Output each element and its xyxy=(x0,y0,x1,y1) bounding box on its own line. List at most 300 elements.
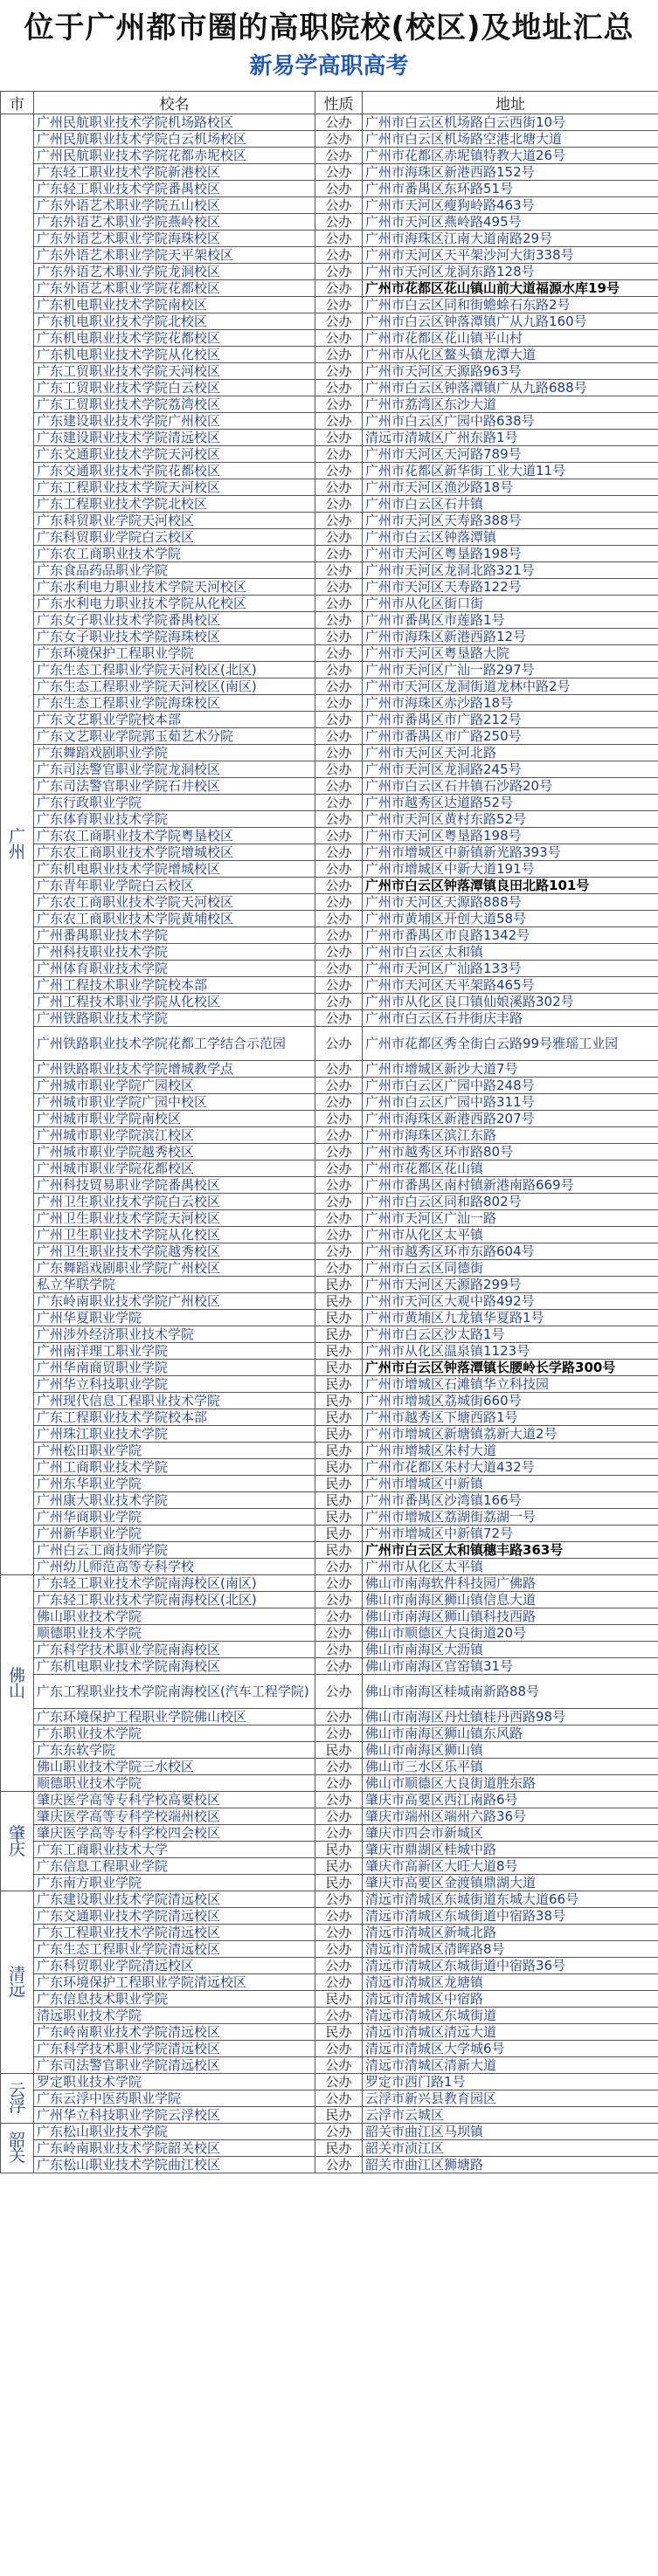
school-name-cell: 广州城市职业学院南校区 xyxy=(34,1111,315,1127)
table-row xyxy=(1,2074,658,2090)
school-address-cell: 广州市番禺区市广路250号 xyxy=(363,728,658,745)
school-address-cell: 广州市番禺区市莲路1号 xyxy=(363,612,658,629)
school-address-cell: 广州市白云区石井镇石沙路20号 xyxy=(363,778,658,795)
table-row xyxy=(1,811,658,828)
school-address-cell: 肇庆市端州区端州六路36号 xyxy=(363,1808,658,1825)
table-row xyxy=(1,1243,658,1260)
school-address-cell: 清远市清城区东城街道 xyxy=(363,2008,658,2024)
school-name-cell: 广州康大职业技术学院 xyxy=(34,1492,315,1509)
school-address-cell: 广州市从化区太平镇 xyxy=(363,1227,658,1243)
table-row xyxy=(1,114,658,131)
school-address-cell: 广州市番禺区市良路1342号 xyxy=(363,927,658,944)
school-type-cell: 公办 xyxy=(315,1260,363,1277)
school-type-cell: 公办 xyxy=(315,1575,363,1592)
table-row xyxy=(1,2008,658,2024)
school-type-cell: 公办 xyxy=(315,1094,363,1111)
table-row xyxy=(1,795,658,811)
school-type-cell: 公办 xyxy=(315,1925,363,1941)
table-row xyxy=(1,1094,658,1111)
school-name-cell: 广州现代信息工程职业技术学院 xyxy=(34,1393,315,1409)
school-type-cell: 民办 xyxy=(315,1492,363,1509)
school-type-cell: 公办 xyxy=(315,496,363,513)
school-name-cell: 广东松山职业技术学院曲江校区 xyxy=(34,2157,315,2173)
school-type-cell: 公办 xyxy=(315,1608,363,1625)
column-header-city: 市 xyxy=(1,92,34,114)
table-row xyxy=(1,1559,658,1575)
school-address-cell: 广州市白云区沙太路1号 xyxy=(363,1326,658,1343)
school-address-cell: 广州市白云区广园中路638号 xyxy=(363,413,658,430)
school-name-cell: 广州城市职业学院广园中校区 xyxy=(34,1094,315,1111)
school-name-cell: 广州工程技术职业学院从化校区 xyxy=(34,994,315,1010)
school-type-cell: 公办 xyxy=(315,1010,363,1027)
school-name-cell: 广东机电职业技术学院北校区 xyxy=(34,313,315,330)
school-address-cell: 清远市清城区大学城6号 xyxy=(363,2041,658,2057)
school-type-cell: 民办 xyxy=(315,2107,363,2124)
school-name-cell: 广东南方职业学院 xyxy=(34,1875,315,1891)
table-row xyxy=(1,894,658,911)
table-row xyxy=(1,264,658,280)
school-type-cell: 公办 xyxy=(315,1127,363,1144)
school-type-cell: 公办 xyxy=(315,1709,363,1725)
school-type-cell: 公办 xyxy=(315,330,363,347)
school-name-cell: 广东外语艺术职业学院天平架校区 xyxy=(34,247,315,264)
school-type-cell: 公办 xyxy=(315,761,363,778)
school-name-cell: 广东交通职业技术学院天河校区 xyxy=(34,446,315,463)
school-name-cell: 广东工贸职业技术学院天河校区 xyxy=(34,363,315,380)
school-name-cell: 广东行政职业学院 xyxy=(34,795,315,811)
city-cell: 肇庆 xyxy=(1,1792,34,1891)
school-address-cell: 广州市增城区中新镇72号 xyxy=(363,1526,658,1542)
school-type-cell: 民办 xyxy=(315,1426,363,1443)
city-cell: 广州 xyxy=(1,114,34,1575)
school-type-cell: 公办 xyxy=(315,148,363,164)
school-name-cell: 广东工程职业技术学院校本部 xyxy=(34,1409,315,1426)
school-address-cell: 清远市清城区清远大道 xyxy=(363,2024,658,2041)
school-name-cell: 广东农工商职业技术学院增城校区 xyxy=(34,844,315,861)
school-address-cell: 广州市花都区花山镇平山村 xyxy=(363,330,658,347)
school-type-cell: 民办 xyxy=(315,1376,363,1393)
school-name-cell: 广州工商职业技术学院 xyxy=(34,1459,315,1476)
school-type-cell: 民办 xyxy=(315,1293,363,1310)
table-row xyxy=(1,712,658,728)
school-name-cell: 广东外语艺术职业学院海珠校区 xyxy=(34,231,315,247)
table-row xyxy=(1,164,658,181)
school-name-cell: 广州科技职业技术学院 xyxy=(34,944,315,961)
school-type-cell: 民办 xyxy=(315,1875,363,1891)
school-address-cell: 广州市天河区粤垦路198号 xyxy=(363,546,658,562)
school-address-cell: 广州市海珠区赤沙路18号 xyxy=(363,695,658,712)
school-name-cell: 广州民航职业技术学院机场路校区 xyxy=(34,114,315,131)
school-name-cell: 广东工程职业技术学院北校区 xyxy=(34,496,315,513)
table-row xyxy=(1,1792,658,1808)
school-address-cell: 韶关市曲江区马坝镇 xyxy=(363,2124,658,2140)
table-row xyxy=(1,131,658,148)
school-type-cell: 民办 xyxy=(315,1509,363,1526)
school-address-cell: 广州市天河区天寿路122号 xyxy=(363,579,658,596)
school-type-cell: 民办 xyxy=(315,1310,363,1326)
table-row xyxy=(1,761,658,778)
school-type-cell: 民办 xyxy=(315,1393,363,1409)
table-row xyxy=(1,1742,658,1759)
school-name-cell: 广州白云工商技师学院 xyxy=(34,1542,315,1559)
school-type-cell: 公办 xyxy=(315,612,363,629)
school-type-cell: 公办 xyxy=(315,629,363,645)
school-address-cell: 广州市黄埔区九龙镇华夏路1号 xyxy=(363,1310,658,1326)
table-row xyxy=(1,1326,658,1343)
school-address-cell: 广州市增城区新塘镇荔新大道2号 xyxy=(363,1426,658,1443)
city-cell: 云浮 xyxy=(1,2074,34,2124)
table-row xyxy=(1,1376,658,1393)
school-name-cell: 广东农工商职业技术学院 xyxy=(34,546,315,562)
school-address-cell: 广州市黄埔区开创大道58号 xyxy=(363,911,658,927)
school-address-cell: 佛山市南海区狮山镇科技西路 xyxy=(363,1608,658,1625)
school-address-cell: 广州市白云区广园中路311号 xyxy=(363,1094,658,1111)
school-name-cell: 广州番禺职业技术学院 xyxy=(34,927,315,944)
school-name-cell: 广东环境保护工程职业学院佛山校区 xyxy=(34,1709,315,1725)
school-address-cell: 广州市天河区天源路299号 xyxy=(363,1277,658,1293)
school-name-cell: 广州铁路职业技术学院增城教学点 xyxy=(34,1061,315,1078)
table-row xyxy=(1,214,658,231)
table-row xyxy=(1,2140,658,2157)
school-address-cell: 肇庆市四会市新城区 xyxy=(363,1825,658,1842)
table-row xyxy=(1,1675,658,1709)
school-type-cell: 公办 xyxy=(315,645,363,662)
school-name-cell: 广东建设职业技术学院广州校区 xyxy=(34,413,315,430)
column-header-name: 校名 xyxy=(34,92,315,114)
school-address-cell: 广州市增城区朱村大道 xyxy=(363,1443,658,1459)
school-address-cell: 广州市白云区太和镇穗丰路363号 xyxy=(363,1542,658,1559)
school-type-cell: 公办 xyxy=(315,1194,363,1210)
school-type-cell: 民办 xyxy=(315,1326,363,1343)
school-address-cell: 罗定市西门路1号 xyxy=(363,2074,658,2090)
school-name-cell: 广东科贸职业学院清远校区 xyxy=(34,1958,315,1974)
school-name-cell: 广东机电职业技术学院南校区 xyxy=(34,297,315,313)
school-address-cell: 广州市越秀区下塘西路1号 xyxy=(363,1409,658,1426)
school-type-cell: 公办 xyxy=(315,214,363,231)
school-name-cell: 广东农工商职业技术学院黄埔校区 xyxy=(34,911,315,927)
school-address-cell: 广州市天河区天寿路388号 xyxy=(363,513,658,529)
school-type-cell: 公办 xyxy=(315,562,363,579)
table-row xyxy=(1,1227,658,1243)
table-row xyxy=(1,1509,658,1526)
school-address-cell: 广州市白云区同德街 xyxy=(363,1260,658,1277)
school-address-cell: 广州市花都区新华街工业大道11号 xyxy=(363,463,658,479)
school-type-cell: 公办 xyxy=(315,1061,363,1078)
table-row xyxy=(1,1360,658,1376)
school-type-cell: 公办 xyxy=(315,745,363,761)
table-row xyxy=(1,1293,658,1310)
school-address-cell: 广州市番禺区市广路212号 xyxy=(363,712,658,728)
school-name-cell: 广东外语艺术职业学院燕岭校区 xyxy=(34,214,315,231)
school-address-cell: 广州市花都区朱村大道432号 xyxy=(363,1459,658,1476)
school-address-cell: 佛山市南海区狮山镇 xyxy=(363,1742,658,1759)
school-address-cell: 广州市天河区天平架沙河大街338号 xyxy=(363,247,658,264)
school-name-cell: 肇庆医学高等专科学校高要校区 xyxy=(34,1792,315,1808)
school-address-cell: 广州市天河区天河路789号 xyxy=(363,446,658,463)
table-row xyxy=(1,1875,658,1891)
table-row xyxy=(1,347,658,363)
table-row xyxy=(1,1759,658,1775)
school-name-cell: 广东文艺职业学院校本部 xyxy=(34,712,315,728)
school-name-cell: 广州华夏职业学院 xyxy=(34,1310,315,1326)
school-name-cell: 广东外语艺术职业学院五山校区 xyxy=(34,197,315,214)
school-address-cell: 广州市从化区良口镇仙娘溪路302号 xyxy=(363,994,658,1010)
school-type-cell: 公办 xyxy=(315,1111,363,1127)
table-row xyxy=(1,380,658,396)
school-type-cell: 公办 xyxy=(315,1625,363,1642)
school-type-cell: 公办 xyxy=(315,1958,363,1974)
school-address-cell: 广州市天河区天源路888号 xyxy=(363,894,658,911)
school-name-cell: 广东科学技术职业学院南海校区 xyxy=(34,1642,315,1658)
school-address-cell: 广州市花都区花山镇 xyxy=(363,1161,658,1177)
schools-table xyxy=(0,91,658,2173)
school-name-cell: 广东机电职业技术学院花都校区 xyxy=(34,330,315,347)
table-row xyxy=(1,313,658,330)
school-name-cell: 广东生态工程职业学院清远校区 xyxy=(34,1941,315,1958)
school-name-cell: 广州南洋理工职业学院 xyxy=(34,1343,315,1360)
school-name-cell: 广东女子职业技术学院海珠校区 xyxy=(34,629,315,645)
school-address-cell: 广州市天河区广汕一路 xyxy=(363,1210,658,1227)
school-type-cell: 公办 xyxy=(315,1210,363,1227)
school-address-cell: 广州市白云区同和街蟾蜍石东路2号 xyxy=(363,297,658,313)
school-name-cell: 广东农工商职业技术学院粤垦校区 xyxy=(34,828,315,844)
school-address-cell: 广州市越秀区达道路52号 xyxy=(363,795,658,811)
school-name-cell: 广东女子职业技术学院番禺校区 xyxy=(34,612,315,629)
table-row xyxy=(1,330,658,347)
table-row xyxy=(1,2024,658,2041)
table-row xyxy=(1,1658,658,1675)
table-row xyxy=(1,197,658,214)
school-name-cell: 广州华立科技职业学院云浮校区 xyxy=(34,2107,315,2124)
school-type-cell: 公办 xyxy=(315,513,363,529)
school-address-cell: 佛山市南海区狮山镇信息大道 xyxy=(363,1592,658,1608)
table-row xyxy=(1,911,658,927)
table-row xyxy=(1,562,658,579)
table-row xyxy=(1,529,658,546)
table-row xyxy=(1,1526,658,1542)
school-address-cell: 广州市花都区花山镇山前大道福源水库19号 xyxy=(363,280,658,297)
school-name-cell: 广东工程职业技术学院天河校区 xyxy=(34,479,315,496)
table-row xyxy=(1,1974,658,1991)
table-row xyxy=(1,1061,658,1078)
school-type-cell: 公办 xyxy=(315,579,363,596)
school-address-cell: 广州市白云区钟落潭镇广从九路688号 xyxy=(363,380,658,396)
table-row xyxy=(1,1925,658,1941)
school-address-cell: 佛山市南海区大沥镇 xyxy=(363,1642,658,1658)
school-type-cell: 公办 xyxy=(315,479,363,496)
school-address-cell: 广州市白云区钟落潭镇长腰岭长学路300号 xyxy=(363,1360,658,1376)
table-row xyxy=(1,1542,658,1559)
table-row xyxy=(1,1908,658,1925)
school-name-cell: 广东生态工程职业学院海珠校区 xyxy=(34,695,315,712)
school-type-cell: 公办 xyxy=(315,546,363,562)
school-address-cell: 广州市天河区龙洞北路321号 xyxy=(363,562,658,579)
school-name-cell: 广州城市职业学院花都校区 xyxy=(34,1161,315,1177)
school-address-cell: 广州市增城区新沙大道7号 xyxy=(363,1061,658,1078)
school-type-cell: 公办 xyxy=(315,927,363,944)
table-header xyxy=(1,92,658,114)
table-row xyxy=(1,1310,658,1326)
school-name-cell: 顺德职业技术学院 xyxy=(34,1625,315,1642)
school-name-cell: 广东轻工职业技术学院新港校区 xyxy=(34,164,315,181)
school-address-cell: 佛山市顺德区大良街道20号 xyxy=(363,1625,658,1642)
table-row xyxy=(1,1492,658,1509)
school-name-cell: 广东职业技术学院 xyxy=(34,1725,315,1742)
table-row xyxy=(1,181,658,197)
table-row xyxy=(1,1825,658,1842)
school-address-cell: 广州市番禺区南村镇新港南路669号 xyxy=(363,1177,658,1194)
table-row xyxy=(1,1775,658,1792)
table-row xyxy=(1,1725,658,1742)
school-name-cell: 广州工程技术职业学院校本部 xyxy=(34,977,315,994)
school-address-cell: 广州市白云区钟落潭镇良田北路101号 xyxy=(363,878,658,894)
school-type-cell: 民办 xyxy=(315,2140,363,2157)
school-type-cell: 民办 xyxy=(315,1858,363,1875)
school-type-cell: 公办 xyxy=(315,1941,363,1958)
school-address-cell: 广州市白云区石井镇 xyxy=(363,496,658,513)
table-row xyxy=(1,1608,658,1625)
school-address-cell: 广州市海珠区江南大道南路29号 xyxy=(363,231,658,247)
table-row xyxy=(1,396,658,413)
table-row xyxy=(1,496,658,513)
school-name-cell: 肇庆医学高等专科学校端州校区 xyxy=(34,1808,315,1825)
school-address-cell: 云浮市云城区 xyxy=(363,2107,658,2124)
table-row xyxy=(1,2124,658,2140)
school-address-cell: 广州市天河区龙洞东路128号 xyxy=(363,264,658,280)
school-address-cell: 佛山市南海区狮山镇东风路 xyxy=(363,1725,658,1742)
school-name-cell: 广东科贸职业学院天河校区 xyxy=(34,513,315,529)
table-row xyxy=(1,1078,658,1094)
school-type-cell: 公办 xyxy=(315,114,363,131)
school-address-cell: 广州市白云区机场路白云西街10号 xyxy=(363,114,658,131)
school-name-cell: 私立华联学院 xyxy=(34,1277,315,1293)
school-name-cell: 广州民航职业技术学院白云机场校区 xyxy=(34,131,315,148)
table-row xyxy=(1,1027,658,1061)
table-row xyxy=(1,1592,658,1608)
school-name-cell: 佛山职业技术学院 xyxy=(34,1608,315,1625)
school-name-cell: 广东环境保护工程职业学院 xyxy=(34,645,315,662)
school-name-cell: 广东水利电力职业技术学院天河校区 xyxy=(34,579,315,596)
school-address-cell: 清远市清城区中宿路 xyxy=(363,1991,658,2008)
school-name-cell: 广州东华职业学院 xyxy=(34,1476,315,1492)
school-name-cell: 广州民航职业技术学院花都赤坭校区 xyxy=(34,148,315,164)
school-address-cell: 佛山市南海区桂城南新路88号 xyxy=(363,1675,658,1709)
school-type-cell: 公办 xyxy=(315,313,363,330)
table-row xyxy=(1,2090,658,2107)
table-row xyxy=(1,878,658,894)
school-type-cell: 公办 xyxy=(315,1027,363,1061)
school-type-cell: 公办 xyxy=(315,363,363,380)
school-address-cell: 广州市增城区荔城街660号 xyxy=(363,1393,658,1409)
school-name-cell: 广东工程职业技术学院清远校区 xyxy=(34,1925,315,1941)
school-type-cell: 民办 xyxy=(315,1443,363,1459)
school-address-cell: 广州市越秀区环市东路604号 xyxy=(363,1243,658,1260)
table-row xyxy=(1,546,658,562)
school-address-cell: 广州市天河区龙洞街道龙林中路2号 xyxy=(363,678,658,695)
school-type-cell: 公办 xyxy=(315,1078,363,1094)
school-name-cell: 广州城市职业学院滨江校区 xyxy=(34,1127,315,1144)
school-name-cell: 广州科技贸易职业学院番禺校区 xyxy=(34,1177,315,1194)
school-address-cell: 广州市增城区中新大道191号 xyxy=(363,861,658,878)
school-type-cell: 民办 xyxy=(315,2024,363,2041)
school-type-cell: 公办 xyxy=(315,878,363,894)
table-row xyxy=(1,1642,658,1658)
school-type-cell: 公办 xyxy=(315,695,363,712)
school-name-cell: 广州卫生职业技术学院天河校区 xyxy=(34,1210,315,1227)
school-name-cell: 广东松山职业技术学院 xyxy=(34,2124,315,2140)
school-address-cell: 广州市天河区粤垦路198号 xyxy=(363,828,658,844)
table-row xyxy=(1,280,658,297)
school-type-cell: 公办 xyxy=(315,2041,363,2057)
school-type-cell: 公办 xyxy=(315,961,363,977)
school-address-cell: 清远市清城区清新大道 xyxy=(363,2057,658,2074)
school-address-cell: 广州市天河区瘦狗岭路463号 xyxy=(363,197,658,214)
school-name-cell: 广东体育职业技术学院 xyxy=(34,811,315,828)
school-address-cell: 广州市白云区机场路空港北塘大道 xyxy=(363,131,658,148)
school-address-cell: 清远市清城区清晖路8号 xyxy=(363,1941,658,1958)
school-type-cell: 民办 xyxy=(315,1277,363,1293)
school-address-cell: 广州市番禺区东环路51号 xyxy=(363,181,658,197)
table-row xyxy=(1,1177,658,1194)
school-address-cell: 肇庆市高新区大旺大道8号 xyxy=(363,1858,658,1875)
table-body xyxy=(1,114,658,2173)
school-address-cell: 广州市白云区钟落潭镇 xyxy=(363,529,658,546)
school-type-cell: 公办 xyxy=(315,297,363,313)
school-type-cell: 公办 xyxy=(315,181,363,197)
table-row xyxy=(1,1210,658,1227)
page-header xyxy=(0,0,658,91)
school-address-cell: 广州市天河区天平架路465号 xyxy=(363,977,658,994)
school-name-cell: 广东舞蹈戏剧职业学院广州校区 xyxy=(34,1260,315,1277)
school-type-cell: 公办 xyxy=(315,1759,363,1775)
table-row xyxy=(1,1941,658,1958)
school-type-cell: 民办 xyxy=(315,1542,363,1559)
school-name-cell: 广东岭南职业技术学院清远校区 xyxy=(34,2024,315,2041)
school-type-cell: 公办 xyxy=(315,712,363,728)
table-row xyxy=(1,1443,658,1459)
school-address-cell: 肇庆市高要区金渡镇鼎湖大道 xyxy=(363,1875,658,1891)
school-name-cell: 广东轻工职业技术学院南海校区(南区) xyxy=(34,1575,315,1592)
school-name-cell: 佛山职业技术学院三水校区 xyxy=(34,1759,315,1775)
school-name-cell: 广东轻工职业技术学院番禺校区 xyxy=(34,181,315,197)
school-address-cell: 广州市天河区黄村东路52号 xyxy=(363,811,658,828)
table-row xyxy=(1,513,658,529)
school-address-cell: 清远市清城区东城街道中宿路38号 xyxy=(363,1908,658,1925)
school-name-cell: 广州华立科技职业学院 xyxy=(34,1376,315,1393)
school-type-cell: 公办 xyxy=(315,1891,363,1908)
school-name-cell: 广东舞蹈戏剧职业学院 xyxy=(34,745,315,761)
school-type-cell: 公办 xyxy=(315,529,363,546)
school-address-cell: 广州市天河区大观中路492号 xyxy=(363,1293,658,1310)
school-address-cell: 广州市白云区广园中路248号 xyxy=(363,1078,658,1094)
school-name-cell: 广东文艺职业学院郭玉茹艺术分院 xyxy=(34,728,315,745)
table-row xyxy=(1,1709,658,1725)
school-type-cell: 公办 xyxy=(315,1177,363,1194)
school-address-cell: 广州市天河区广汕路133号 xyxy=(363,961,658,977)
table-row xyxy=(1,148,658,164)
school-address-cell: 广州市荔湾区东沙大道 xyxy=(363,396,658,413)
school-type-cell: 公办 xyxy=(315,1658,363,1675)
school-name-cell: 广东司法警官职业学院龙洞校区 xyxy=(34,761,315,778)
school-name-cell: 肇庆医学高等专科学校四会校区 xyxy=(34,1825,315,1842)
school-type-cell: 公办 xyxy=(315,347,363,363)
table-row xyxy=(1,695,658,712)
school-address-cell: 广州市花都区秀全街白云路99号雅瑶工业园 xyxy=(363,1027,658,1061)
school-address-cell: 佛山市南海区官窑镇31号 xyxy=(363,1658,658,1675)
school-type-cell: 公办 xyxy=(315,2057,363,2074)
table-row xyxy=(1,1260,658,1277)
school-address-cell: 广州市白云区同和路802号 xyxy=(363,1194,658,1210)
